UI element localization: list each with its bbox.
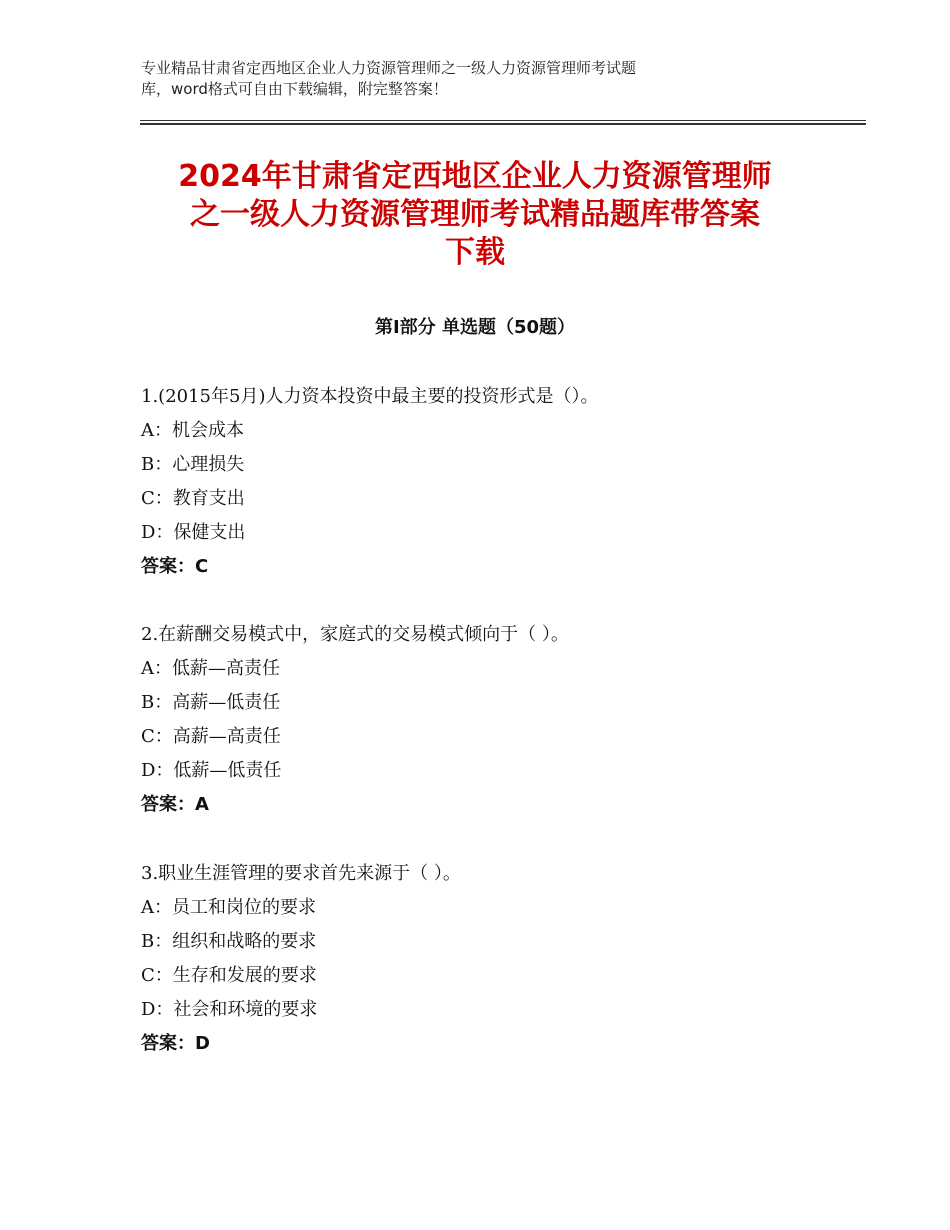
header-divider-thick [140, 123, 866, 125]
option-b: B：组织和战略的要求 [141, 931, 317, 952]
option-c: C：教育支出 [141, 488, 245, 509]
question-stem: 3.职业生涯管理的要求首先来源于（ ）。 [141, 863, 461, 884]
title-line-2: 之一级人力资源管理师考试精品题库带答案 [190, 197, 760, 232]
document-title [140, 158, 810, 272]
header-divider [140, 120, 866, 126]
header-line-1: 专业精品甘肃省定西地区企业人力资源管理师之一级人力资源管理师考试题 [141, 59, 637, 77]
title-line-3: 下载 [445, 235, 505, 270]
answer-line: 答案：A [141, 794, 209, 815]
option-d: D：低薪—低责任 [141, 760, 282, 781]
option-b: B：高薪—低责任 [141, 692, 281, 713]
question-stem: 2.在薪酬交易模式中，家庭式的交易模式倾向于（ ）。 [141, 624, 569, 645]
option-a: A：机会成本 [141, 420, 244, 441]
option-b: B：心理损失 [141, 454, 245, 475]
document-header [141, 58, 781, 100]
option-c: C：生存和发展的要求 [141, 965, 317, 986]
question-block [141, 618, 841, 822]
question-block [141, 857, 841, 1061]
option-d: D：社会和环境的要求 [141, 999, 318, 1020]
answer-line: 答案：C [141, 556, 209, 577]
option-c: C：高薪—高责任 [141, 726, 281, 747]
header-divider-thin [140, 120, 866, 121]
option-a: A：员工和岗位的要求 [141, 897, 316, 918]
question-block [141, 380, 841, 584]
title-line-1: 2024年甘肃省定西地区企业人力资源管理师 [178, 159, 772, 194]
option-d: D：保健支出 [141, 522, 246, 543]
header-line-2: 库，word格式可自由下载编辑，附完整答案！ [141, 80, 448, 98]
question-stem: 1.(2015年5月)人力资本投资中最主要的投资形式是（）。 [141, 386, 599, 407]
section-title: 第Ⅰ部分 单选题（50题） [374, 317, 575, 338]
option-a: A：低薪—高责任 [141, 658, 280, 679]
answer-line: 答案：D [141, 1033, 210, 1054]
